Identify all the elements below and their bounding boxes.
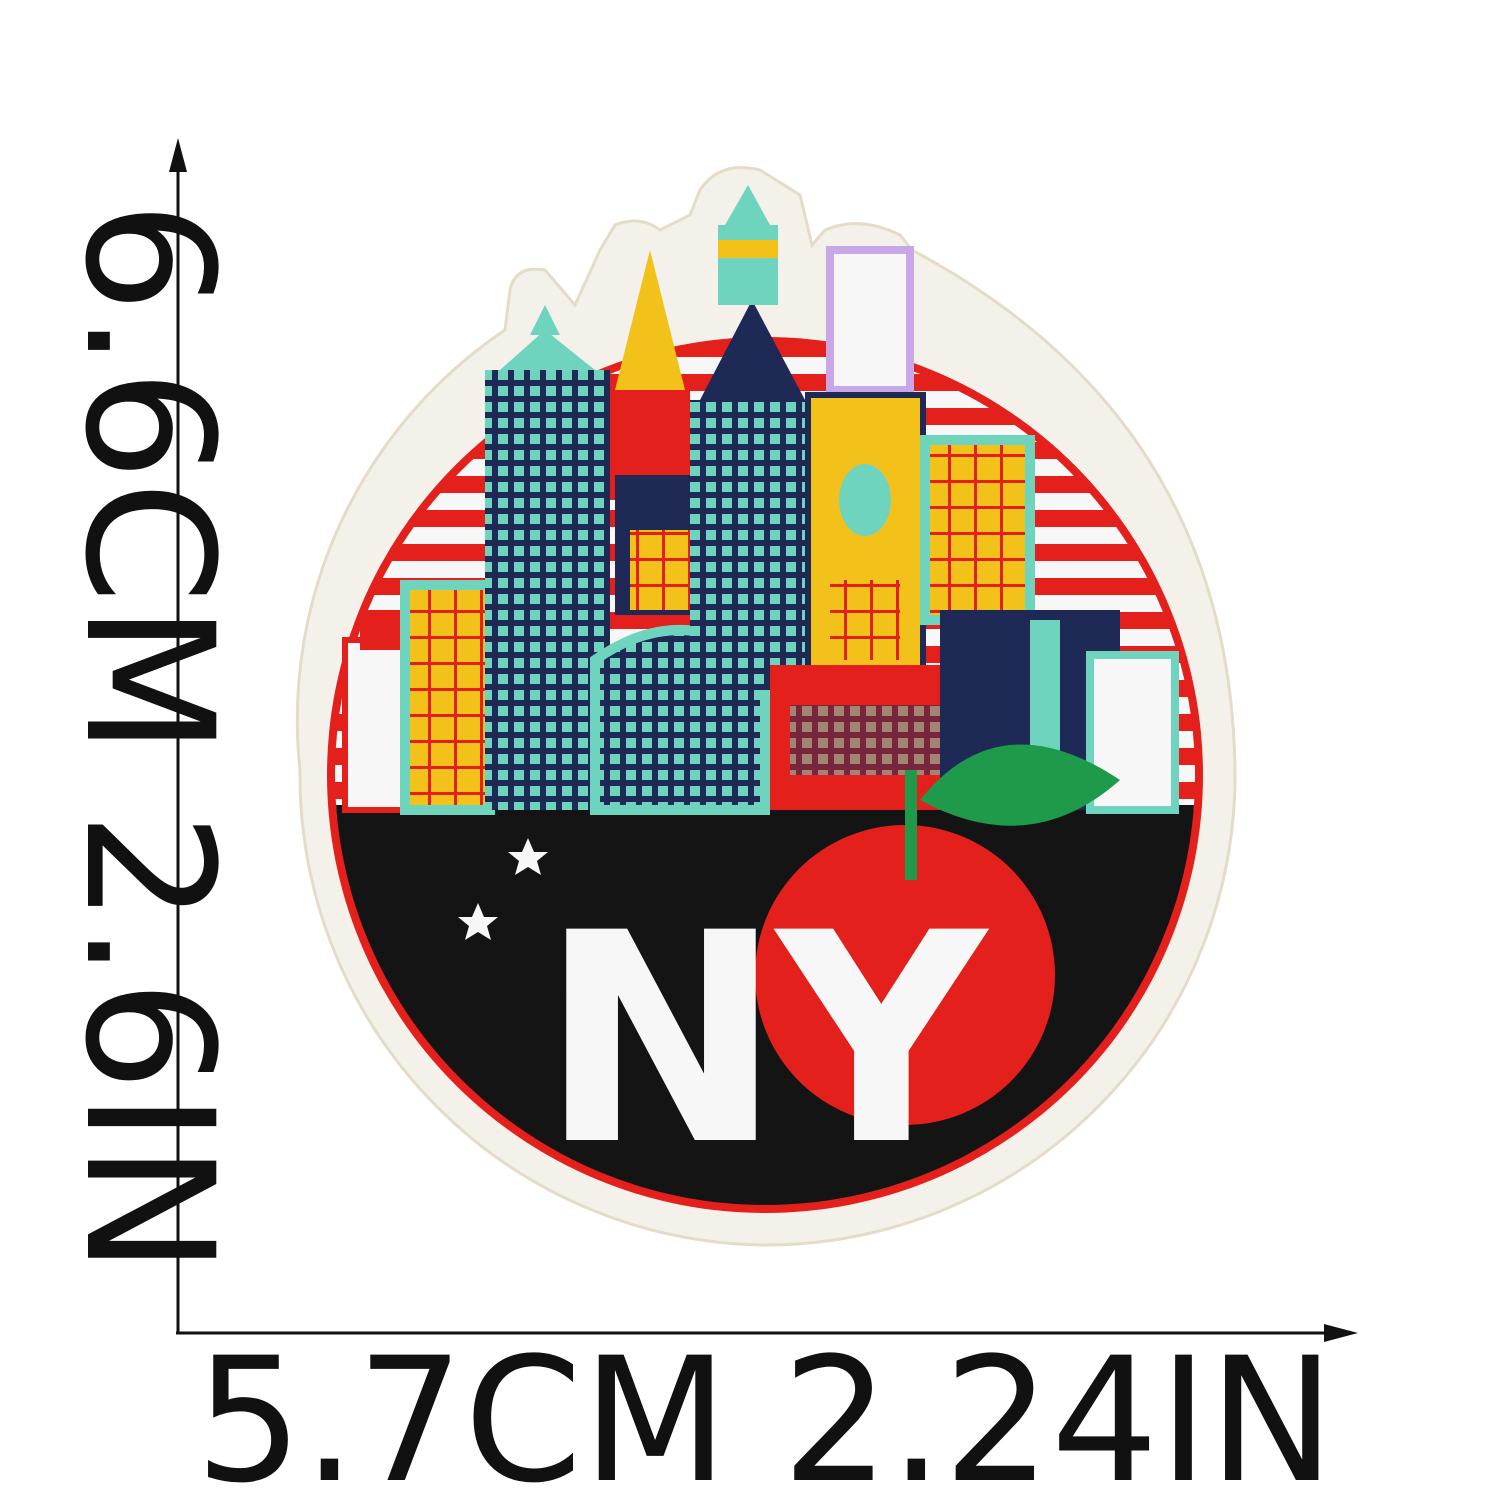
building-mid-windows: [630, 530, 700, 610]
crown-band: [718, 240, 778, 258]
height-label: 6.6CM 2.6IN: [46, 200, 251, 1276]
patch-ny-letters: NY: [539, 872, 981, 1209]
building-yellow-left: [405, 585, 490, 810]
embroidered-patch: [297, 168, 1240, 1246]
skyscraper-crown: [718, 225, 778, 305]
building-lavender: [830, 250, 910, 390]
height-arrowhead: [169, 138, 187, 172]
red-low-windows: [790, 705, 960, 775]
building-central-skyscraper: [690, 400, 815, 690]
width-label: 5.7CM 2.24IN: [195, 1320, 1335, 1500]
building-right-grid: [925, 440, 1030, 620]
building-yellow-windows: [830, 580, 900, 660]
apple-stem: [905, 770, 917, 880]
building-clock-window: [839, 464, 891, 536]
